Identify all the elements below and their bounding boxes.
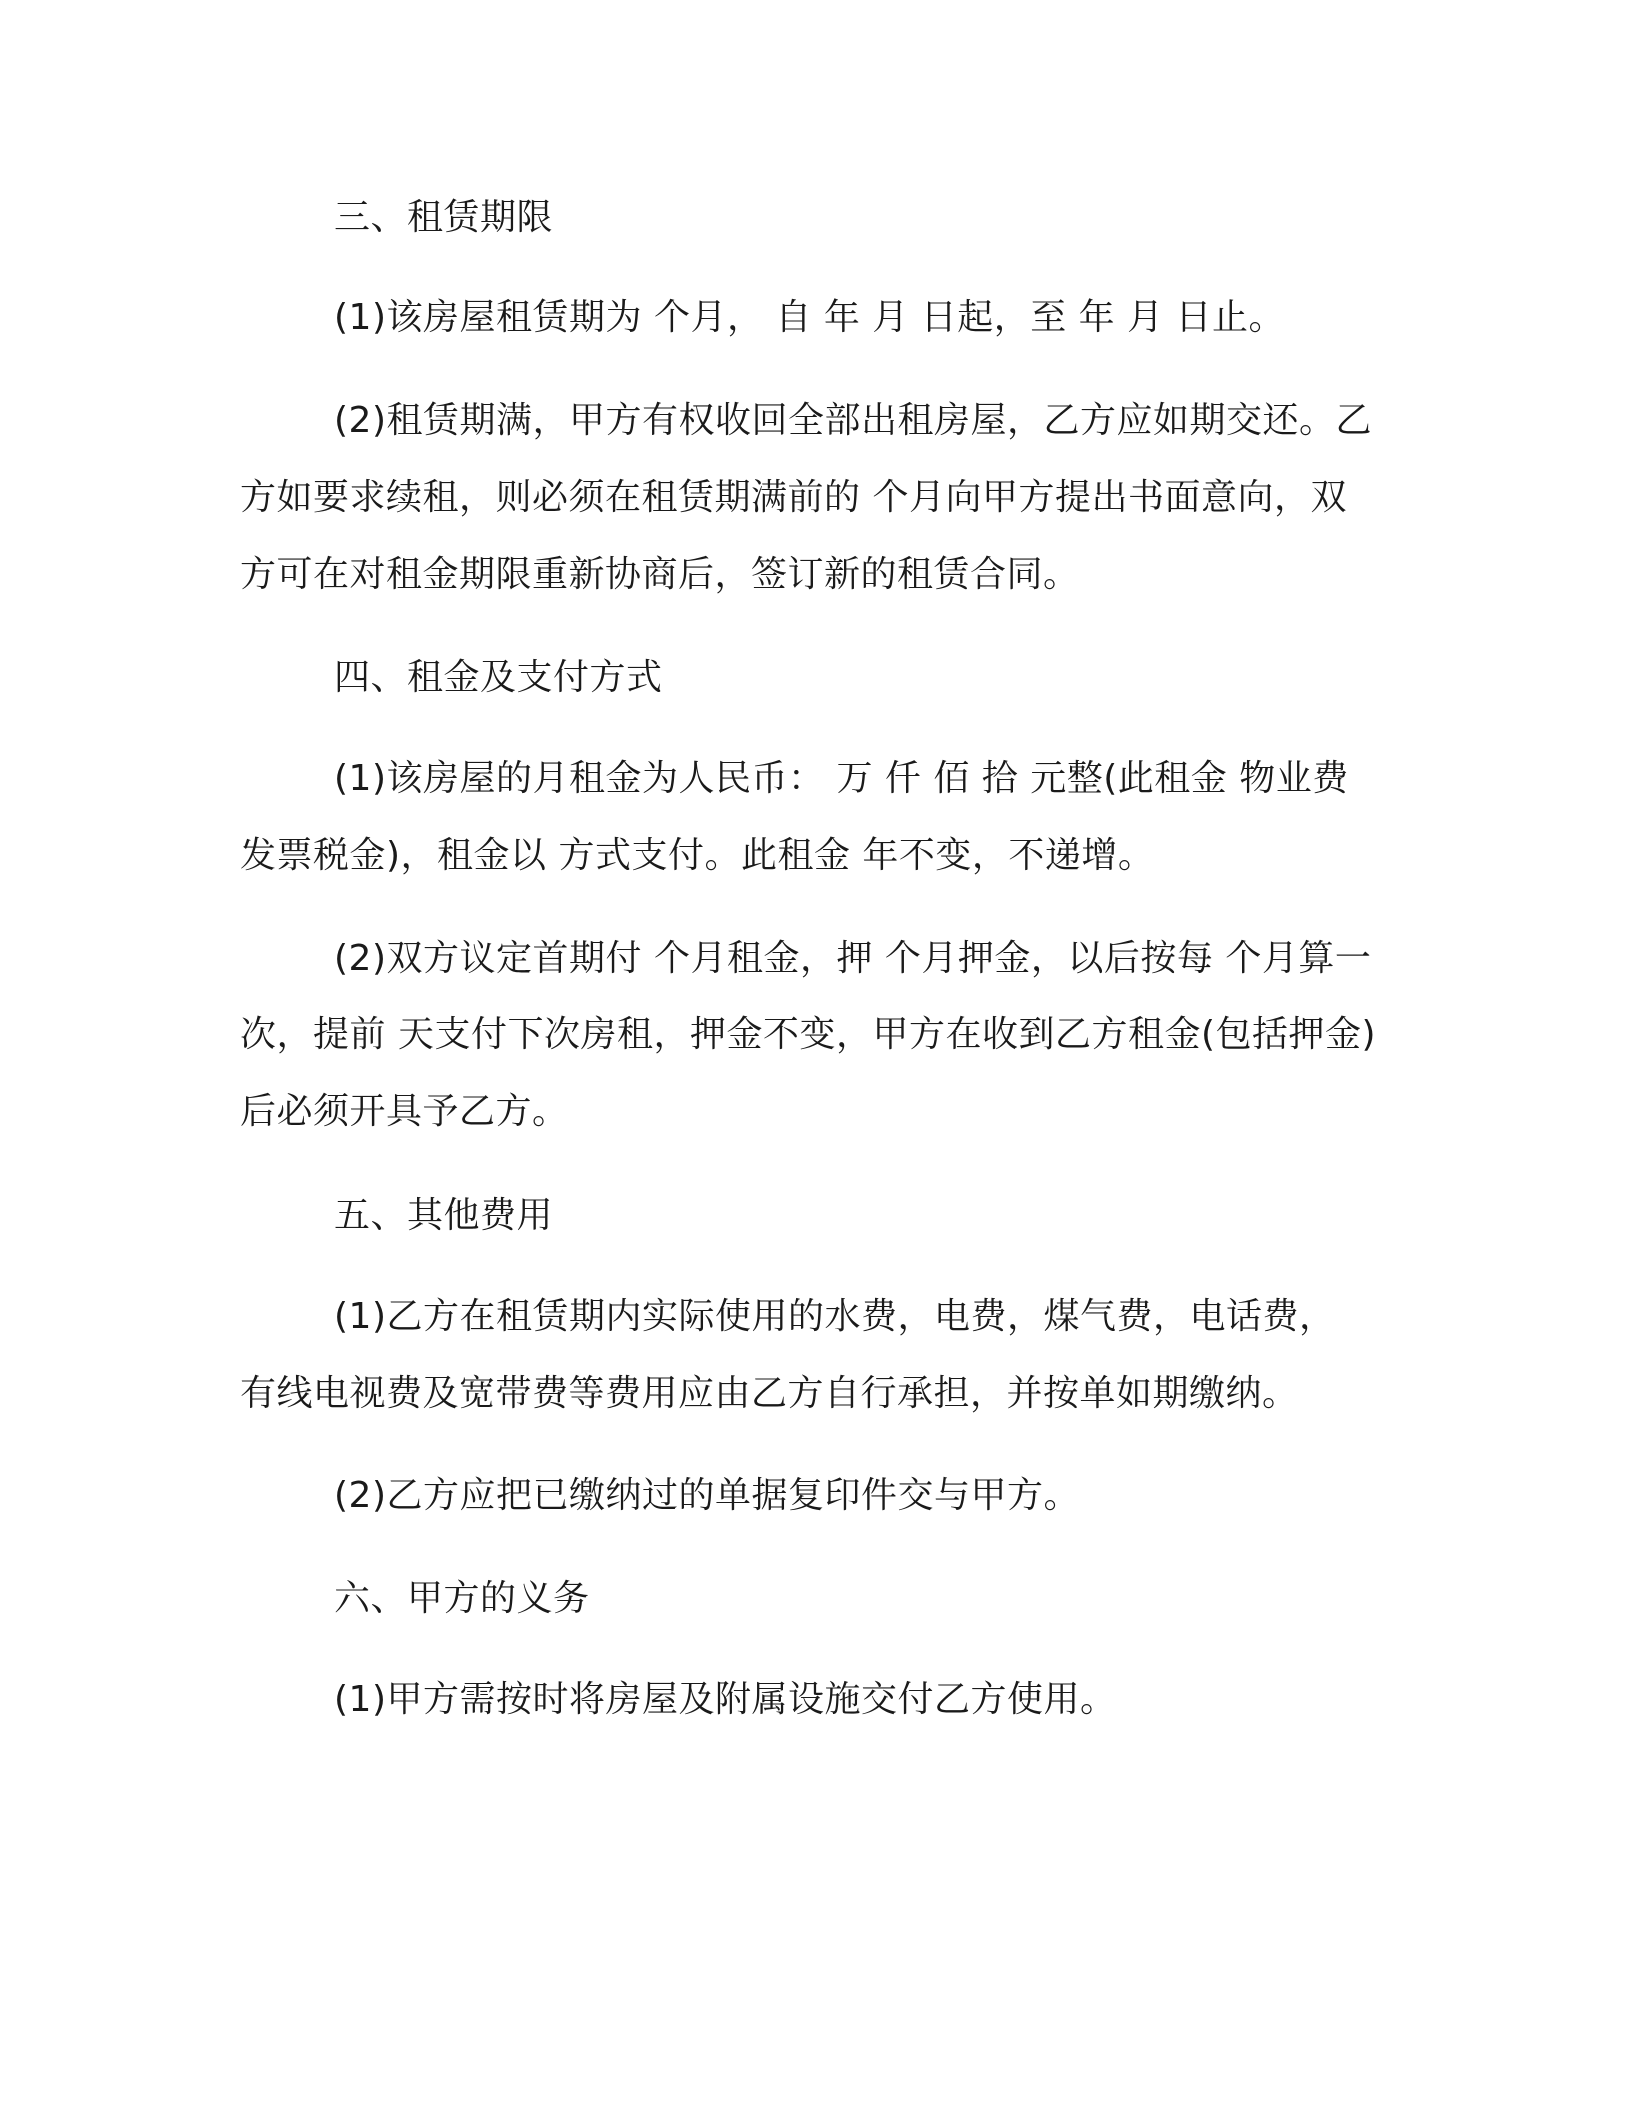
section-6-clause-1: (1)甲方需按时将房屋及附属设施交付乙方使用。 <box>334 1679 1117 1720</box>
section-3-clause-2-line-3: 方可在对租金期限重新协商后，签订新的租赁合同。 <box>240 554 1080 595</box>
section-4-clause-1-line-1: (1)该房屋的月租金为人民币： 万 仟 佰 拾 元整(此租金 物业费 <box>334 758 1349 799</box>
section-5-heading: 五、其他费用 <box>334 1195 554 1236</box>
section-3-clause-2-line-2: 方如要求续租，则必须在租赁期满前的 个月向甲方提出书面意向，双 <box>240 477 1347 518</box>
section-4-clause-2-line-1: (2)双方议定首期付 个月租金，押 个月押金，以后按每 个月算一 <box>334 938 1372 979</box>
section-6-heading: 六、甲方的义务 <box>334 1578 590 1619</box>
section-5-clause-1-line-2: 有线电视费及宽带费等费用应由乙方自行承担，并按单如期缴纳。 <box>240 1373 1299 1414</box>
section-3-heading: 三、租赁期限 <box>334 197 554 238</box>
section-4-clause-2-line-2: 次，提前 天支付下次房租，押金不变，甲方在收到乙方租金(包括押金) <box>240 1014 1377 1055</box>
section-5-clause-1-line-1: (1)乙方在租赁期内实际使用的水费，电费，煤气费，电话费， <box>334 1296 1336 1337</box>
section-3-clause-1: (1)该房屋租赁期为 个月， 自 年 月 日起，至 年 月 日止。 <box>334 297 1286 338</box>
section-4-clause-2-line-3: 后必须开具予乙方。 <box>240 1091 569 1132</box>
section-3-clause-2-line-1: (2)租赁期满，甲方有权收回全部出租房屋，乙方应如期交还。乙 <box>334 400 1372 441</box>
section-5-clause-2: (2)乙方应把已缴纳过的单据复印件交与甲方。 <box>334 1475 1080 1516</box>
section-4-heading: 四、租金及支付方式 <box>334 657 663 698</box>
section-4-clause-1-line-2: 发票税金)，租金以 方式支付。此租金 年不变，不递增。 <box>240 835 1155 876</box>
